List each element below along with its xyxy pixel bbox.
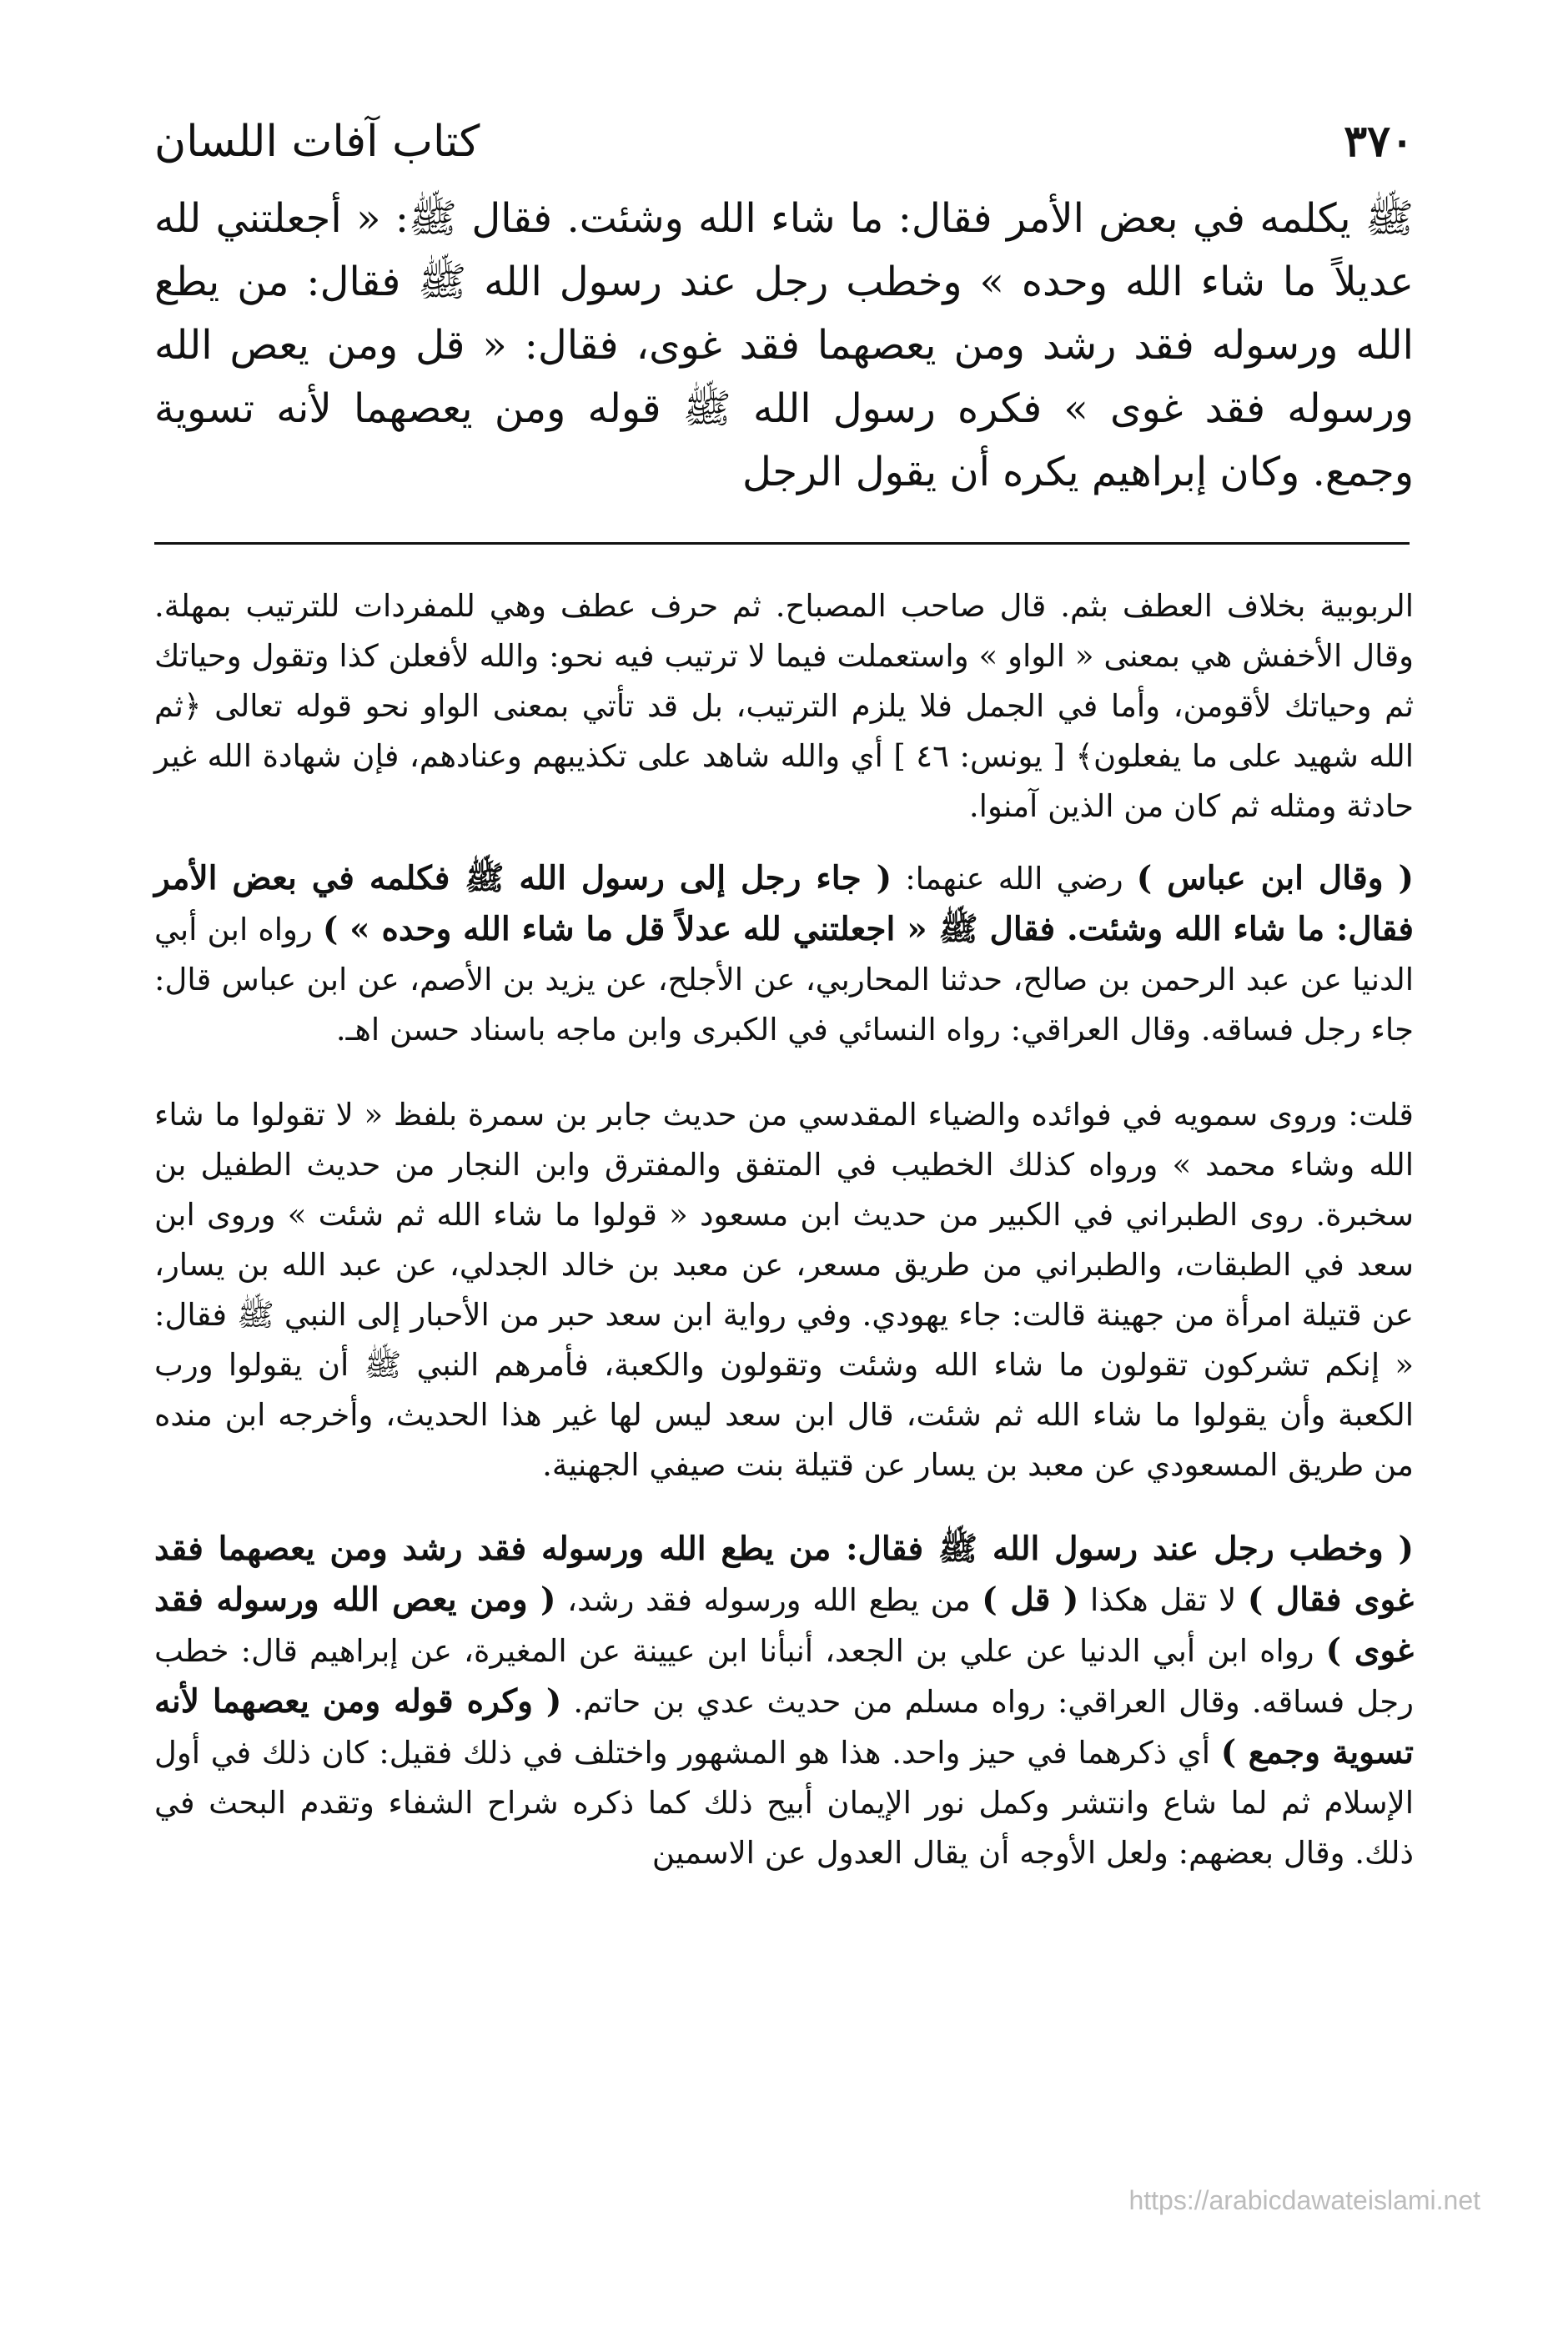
commentary-text: أي ذكرهما في حيز واحد. هذا هو المشهور واختلف في ذلك فقيل: كان ذلك في أول الإسلام ثم لما شاع وانتشر وكمل نور الإيمان أبيح ذلك كما ذكره شراح الشفاء وتقدم البحث في ذلك. وقال بعضهم: ولعل الأوجه أن يقال العدول عن الاسمين (154, 1735, 1414, 1871)
commentary-paragraph: قلت: وروى سمويه في فوائده والضياء المقدسي من حديث جابر بن سمرة بلفظ « لا تقولوا ما شاء الله وشاء محمد » ورواه كذلك الخطيب في المتفق والمفترق وابن النجار من حديث الطفيل بن سخبرة. روى الطبراني في الكبير من حديث ابن مسعود « قولوا ما شاء الله ثم شئت » وروى ابن سعد في الطبقات، والطبراني من طريق مسعر، عن معبد بن خالد الجدلي، عن عبد الله بن يسار، عن قتيلة امرأة من جهينة قالت: جاء يهودي. وفي رواية ابن سعد حبر من الأحبار إلى النبي ﷺ فقال: « إنكم تشركون تقولون ما شاء الله وشئت وتقولون والكعبة، فأمرهم النبي ﷺ أن يقولوا ورب الكعبة وأن يقولوا ما شاء الله ثم شئت، قال ابن سعد ليس لها غير هذا الحديث، وأخرجه ابن منده من طريق المسعودي عن معبد بن يسار عن قتيلة بنت صيفي الجهنية. (154, 1097, 1414, 1483)
main-text: ﷺ يكلمه في بعض الأمر فقال: ما شاء الله وشئت. فقال ﷺ: « أجعلتني لله عديلاً ما شاء الله وحده » وخطب رجل عند رسول الله ﷺ فقال: من يطع الله ورسوله فقد رشد ومن يعصهما فقد غوى، فقال: « قل ومن يعص الله ورسوله فقد غوى » فكره رسول الله ﷺ قوله ومن يعصهما لأنه تسوية وجمع. وكان إبراهيم يكره أن يقول الرجل (154, 195, 1415, 495)
commentary-paragraph (154, 853, 1414, 1055)
commentary-text: من يطع الله ورسوله فقد رشد، (555, 1582, 983, 1618)
commentary-paragraph: الربوبية بخلاف العطف بثم. قال صاحب المصباح. ثم حرف عطف وهي للمفردات للترتيب بمهلة. وقال الأخفش هي بمعنى « الواو » واستعملت فيما لا ترتيب فيه نحو: والله لأفعلن كذا وتقول وحياتك ثم وحياتك لأقومن، وأما في الجمل فلا يلزم الترتيب، بل قد تأتي بمعنى الواو نحو قوله تعالى ﴿ثم الله شهيد على ما يفعلون﴾ [ يونس: ٤٦ ] أي والله شاهد على تكذيبهم وعنادهم، فإن شهادة الله غير حادثة ومثله ثم كان من الذين آمنوا. (154, 588, 1414, 824)
book-title: كتاب آفات اللسان (154, 117, 480, 167)
commentary-text: رواه ابن أبي الدنيا عن علي بن الجعد، أنبأنا ابن عيينة عن المغيرة، عن إبراهيم قال: خطب رجل فساقه. وقال العراقي: رواه مسلم من حديث عدي بن حاتم. (154, 1633, 1414, 1720)
page-number: ٣٧٠ (1344, 116, 1414, 167)
footnote-divider (154, 542, 1410, 545)
quoted-text: ( وكره قوله ومن يعصهما لأنه تسوية وجمع ) (154, 1682, 1414, 1772)
quoted-text: ( قل ) (982, 1581, 1079, 1619)
commentary-text: لا تقل هكذا (1078, 1582, 1248, 1618)
quoted-text: ( وخطب رجل عند رسول الله ﷺ فقال: من يطع الله ورسوله فقد رشد ومن يعصهما فقد غوى فقال ) (154, 1530, 1414, 1619)
page-header (154, 117, 1414, 183)
quoted-text: ( جاء رجل إلى رسول الله ﷺ فكلمه في بعض الأمر فقال: ما شاء الله وشئت. فقال ﷺ « اجعلتني لله عدلاً قل ما شاء الله وحده » ) (154, 859, 1414, 948)
commentary-paragraph (154, 1524, 1414, 1878)
commentary (154, 581, 1414, 1878)
quoted-text: ( ومن يعص الله ورسوله فقد غوى ) (154, 1581, 1414, 1670)
watermark-url: https://arabicdawateislami.net (1128, 2185, 1480, 2215)
quoted-text: ( وقال ابن عباس ) (1136, 859, 1414, 897)
commentary-text: رواه ابن أبي الدنيا عن عبد الرحمن بن صالح، حدثنا المحاربي، عن الأجلح، عن يزيد بن الأصم، عن ابن عباس قال: جاء رجل فساقه. وقال العراقي: رواه النسائي في الكبرى وابن ماجه باسناد حسن اهـ. (154, 912, 1414, 1048)
commentary-text: رضي الله عنهما: (892, 861, 1137, 897)
